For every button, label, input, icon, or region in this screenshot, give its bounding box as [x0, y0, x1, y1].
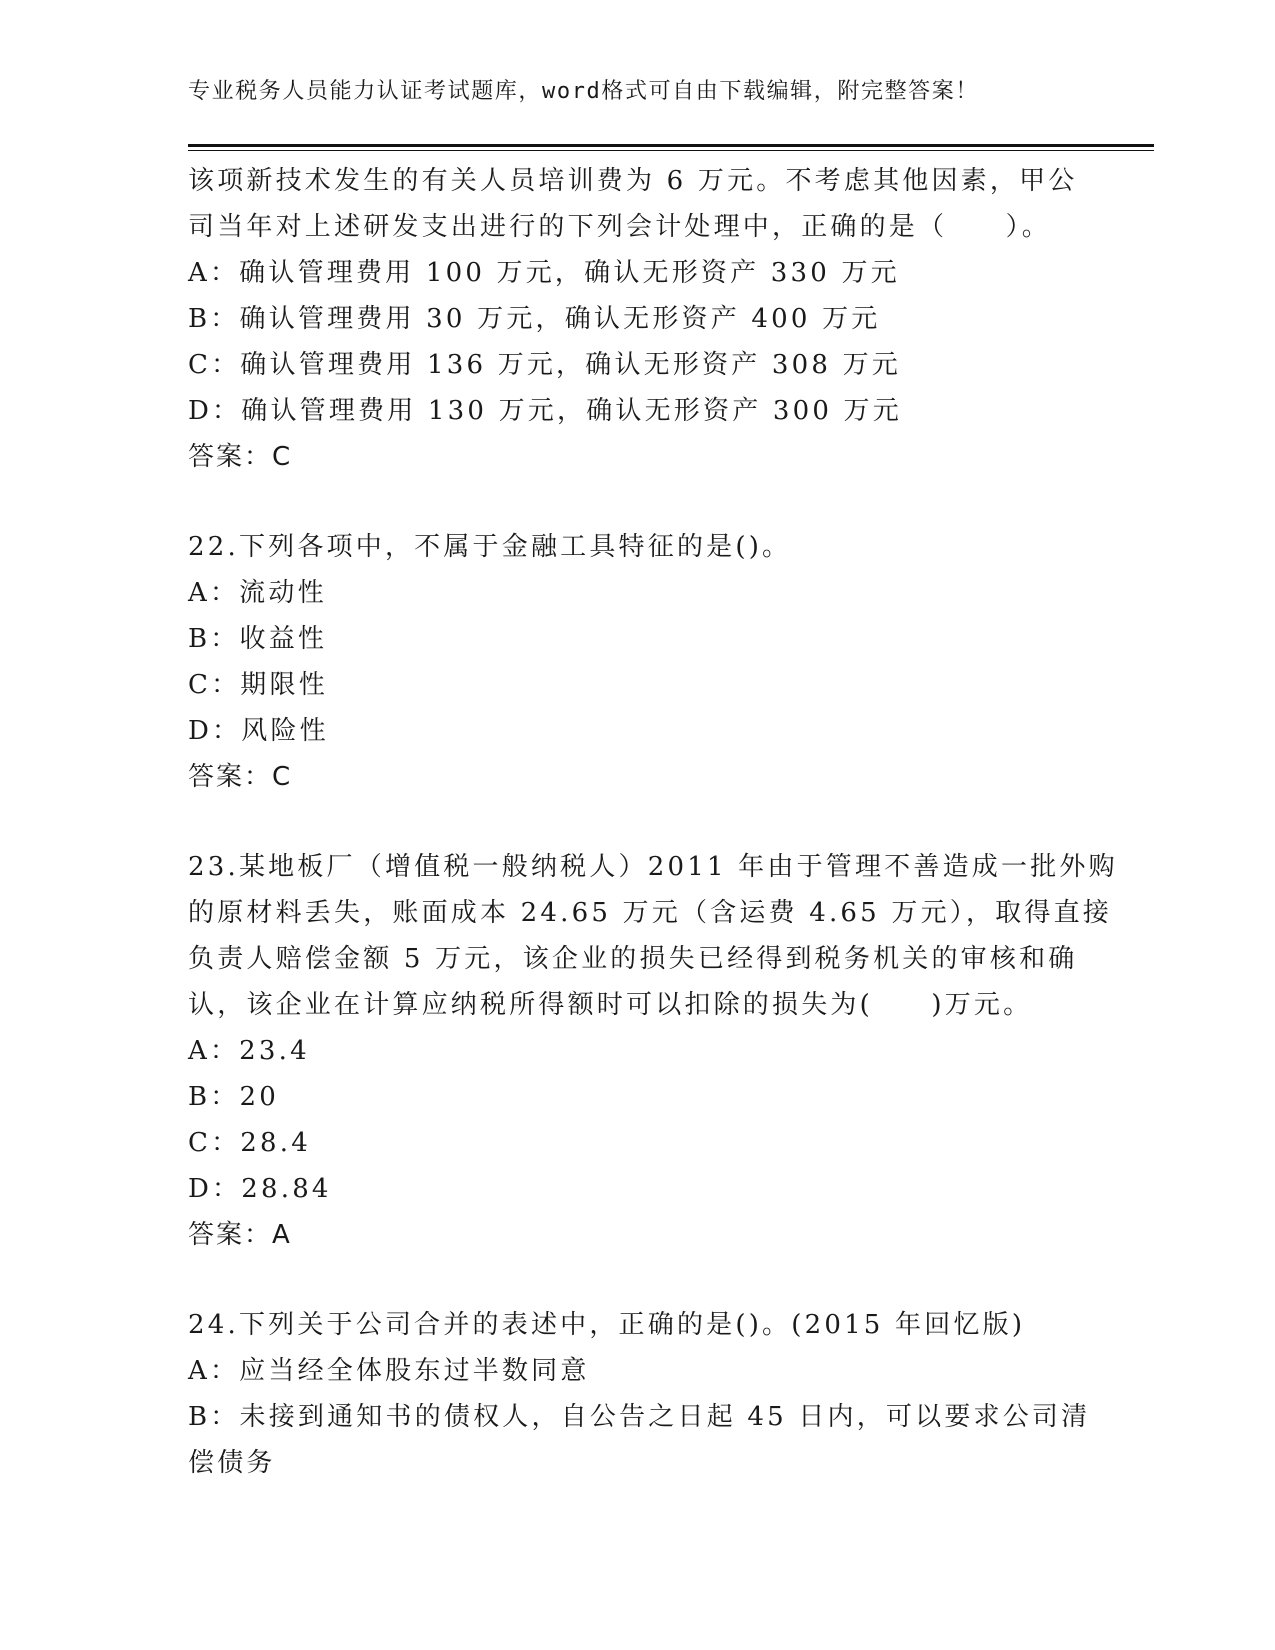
answer-line: 答案：A	[188, 1220, 292, 1250]
question-stem-line: 23.某地板厂（增值税一般纳税人）2011 年由于管理不善造成一批外购	[188, 852, 1118, 882]
question-stem-line: 司当年对上述研发支出进行的下列会计处理中，正确的是（ ）。	[188, 212, 1052, 242]
option-a: A：23.4	[188, 1036, 310, 1066]
question-gap	[188, 480, 1088, 524]
question-21	[188, 158, 1088, 480]
option-c: C：期限性	[188, 670, 328, 700]
option-b-continued: 偿债务	[188, 1448, 276, 1478]
answer-line: 答案：C	[188, 762, 293, 792]
option-b: B：收益性	[188, 624, 328, 654]
option-d: D：风险性	[188, 716, 329, 746]
question-gap	[188, 800, 1088, 844]
option-c: C：28.4	[188, 1128, 311, 1158]
page-header: 专业税务人员能力认证考试题库，word格式可自由下载编辑，附完整答案！	[188, 79, 979, 104]
option-c: C：确认管理费用 136 万元，确认无形资产 308 万元	[188, 350, 902, 380]
question-23	[188, 844, 1118, 1258]
question-stem-line: 24.下列关于公司合并的表述中，正确的是()。(2015 年回忆版)	[188, 1310, 1026, 1340]
option-d: D：确认管理费用 130 万元，确认无形资产 300 万元	[188, 396, 902, 426]
option-a: A：确认管理费用 100 万元，确认无形资产 330 万元	[188, 258, 900, 288]
option-a: A：应当经全体股东过半数同意	[188, 1356, 590, 1386]
answer-line: 答案：C	[188, 442, 293, 472]
header-divider	[188, 144, 1154, 147]
header-divider-thin	[188, 150, 1154, 151]
option-b: B：未接到通知书的债权人，自公告之日起 45 日内，可以要求公司清	[188, 1402, 1091, 1432]
question-stem-line: 该项新技术发生的有关人员培训费为 6 万元。不考虑其他因素，甲公	[188, 166, 1078, 196]
question-24	[188, 1302, 1091, 1486]
question-gap	[188, 1258, 1088, 1302]
question-stem-line: 的原材料丢失，账面成本 24.65 万元（含运费 4.65 万元），取得直接	[188, 898, 1112, 928]
question-22	[188, 524, 1088, 800]
option-d: D：28.84	[188, 1174, 332, 1204]
question-stem-line: 负责人赔偿金额 5 万元，该企业的损失已经得到税务机关的审核和确	[188, 944, 1078, 974]
questions-body	[188, 158, 1118, 1486]
option-b: B：20	[188, 1082, 279, 1112]
question-stem-line: 22.下列各项中，不属于金融工具特征的是()。	[188, 532, 792, 562]
option-a: A：流动性	[188, 578, 327, 608]
option-b: B：确认管理费用 30 万元，确认无形资产 400 万元	[188, 304, 881, 334]
question-stem-line: 认，该企业在计算应纳税所得额时可以扣除的损失为( )万元。	[188, 990, 1033, 1020]
